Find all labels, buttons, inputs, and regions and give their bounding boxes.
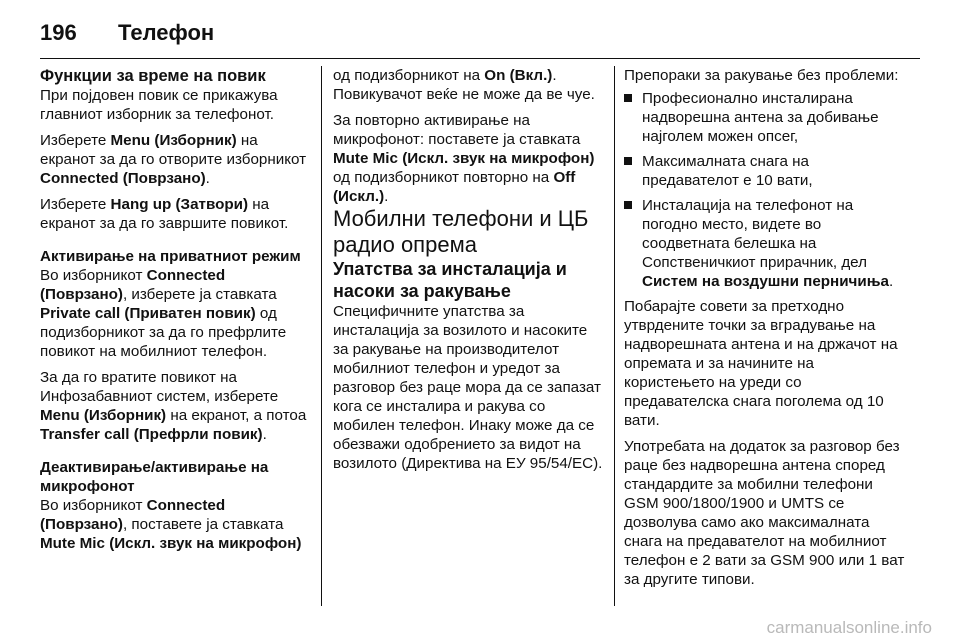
paragraph: При појдовен повик се прикажува главниот изборник за телефонот. bbox=[40, 87, 278, 123]
subsection-heading: Упатства за инсталација и насоки за ракување bbox=[333, 259, 567, 301]
watermark: carmanualsonline.info bbox=[766, 618, 932, 637]
menu-label: Систем на воздушни перничиња bbox=[642, 273, 889, 290]
list-item: Максималната снага на предавателот е 10 вати, bbox=[624, 152, 906, 190]
menu-label: Connected (Поврзано) bbox=[40, 170, 206, 187]
paragraph: За да го вратите повикот на Инфозабавниот систем, изберете Menu (Изборник) на екранот, а потоа Transfer call (Префрли повик). bbox=[40, 369, 307, 443]
subheading: Деактивирање/активирање на микрофонот bbox=[40, 459, 269, 495]
list-item: Инсталација на телефонот на погодно место, видете во соодветната белешка на Сопственичкиот прирачник, дел Систем на воздушни перничиња. bbox=[624, 196, 906, 291]
paragraph: Во изборникот Connected (Поврзано), поставете ја ставката Mute Mic (Искл. звук на микрофон) bbox=[40, 497, 302, 552]
list-item: Професионално инсталирана надворешна антена за добивање најголем можен опсег, bbox=[624, 89, 906, 146]
section-heading: Мобилни телефони и ЦБ радио опрема bbox=[333, 206, 589, 257]
page-title: Телефон bbox=[118, 20, 215, 45]
paragraph: Употребата на додаток за разговор без раце без надворешна антена според стандардите за мобилни телефони GSM 900/1800/1900 и UMTS се дозволува само ако максималната снага на предавателот на мобилниот телефон е 2 вати за GSM 900 или 1 ват за другите типови. bbox=[624, 438, 905, 588]
paragraph: За повторно активирање на микрофонот: поставете ја ставката Mute Mic (Искл. звук на микрофон) од подизборникот повторно на Off (Искл.). bbox=[333, 112, 595, 205]
page-header bbox=[40, 18, 214, 48]
paragraph: Специфичните упатства за инсталација за возилото и насоките за ракување на производителот мобилниот телефон и уредот за разговор без раце мора да се запазат кога се инсталира и ракува со мобилен телефон. Инаку може да се обезважи одобрението за видот на возилото (Директива на ЕУ 95/54/ЕС). bbox=[333, 303, 603, 472]
header-rule bbox=[40, 58, 920, 59]
column-divider-1 bbox=[321, 66, 322, 606]
menu-label: On (Вкл.) bbox=[484, 67, 553, 84]
menu-label: Mute Mic (Искл. звук на микрофон) bbox=[40, 535, 302, 552]
bullet-square-icon bbox=[624, 201, 632, 209]
paragraph: Изберете Hang up (Затвори) на екранот за да го завршите повикот. bbox=[40, 196, 289, 232]
bullet-square-icon bbox=[624, 94, 632, 102]
menu-label: Mute Mic (Искл. звук на микрофон) bbox=[333, 150, 595, 167]
column-1 bbox=[40, 66, 312, 553]
paragraph: Во изборникот Connected (Поврзано), изберете ја ставката Private call (Приватен повик) од подизборникот за да го префрлите повикот на мобилниот телефон. bbox=[40, 267, 287, 360]
menu-label: Off (Искл.) bbox=[333, 169, 576, 205]
page-number: 196 bbox=[40, 20, 77, 45]
menu-label: Private call (Приватен повик) bbox=[40, 305, 256, 322]
paragraph: Изберете Menu (Изборник) на екранот за да го отворите изборникот Connected (Поврзано). bbox=[40, 132, 307, 187]
subheading: Активирање на приватниот режим bbox=[40, 248, 301, 265]
menu-label: Connected (Поврзано) bbox=[40, 497, 226, 533]
paragraph: Побарајте совети за претходно утврдените точки за вградување на надворешната антена и на држачот на опремата и за начините на користењето на уреди со предавателска снага поголема од 10 вати. bbox=[624, 298, 898, 429]
menu-label: Hang up (Затвори) bbox=[110, 196, 249, 213]
menu-label: Connected (Поврзано) bbox=[40, 267, 226, 303]
paragraph: Препораки за ракување без проблеми: bbox=[624, 67, 899, 84]
section-heading: Функции за време на повик bbox=[40, 67, 266, 85]
bullet-square-icon bbox=[624, 157, 632, 165]
paragraph: од подизборникот на On (Вкл.). Повикувачот веќе не може да ве чуе. bbox=[333, 67, 595, 103]
column-2 bbox=[333, 66, 606, 473]
column-divider-2 bbox=[614, 66, 615, 606]
column-3 bbox=[624, 66, 906, 589]
menu-label: Menu (Изборник) bbox=[40, 407, 167, 424]
menu-label: Transfer call (Префрли повик) bbox=[40, 426, 263, 443]
recommendation-list bbox=[624, 89, 906, 291]
menu-label: Menu (Изборник) bbox=[110, 132, 237, 149]
